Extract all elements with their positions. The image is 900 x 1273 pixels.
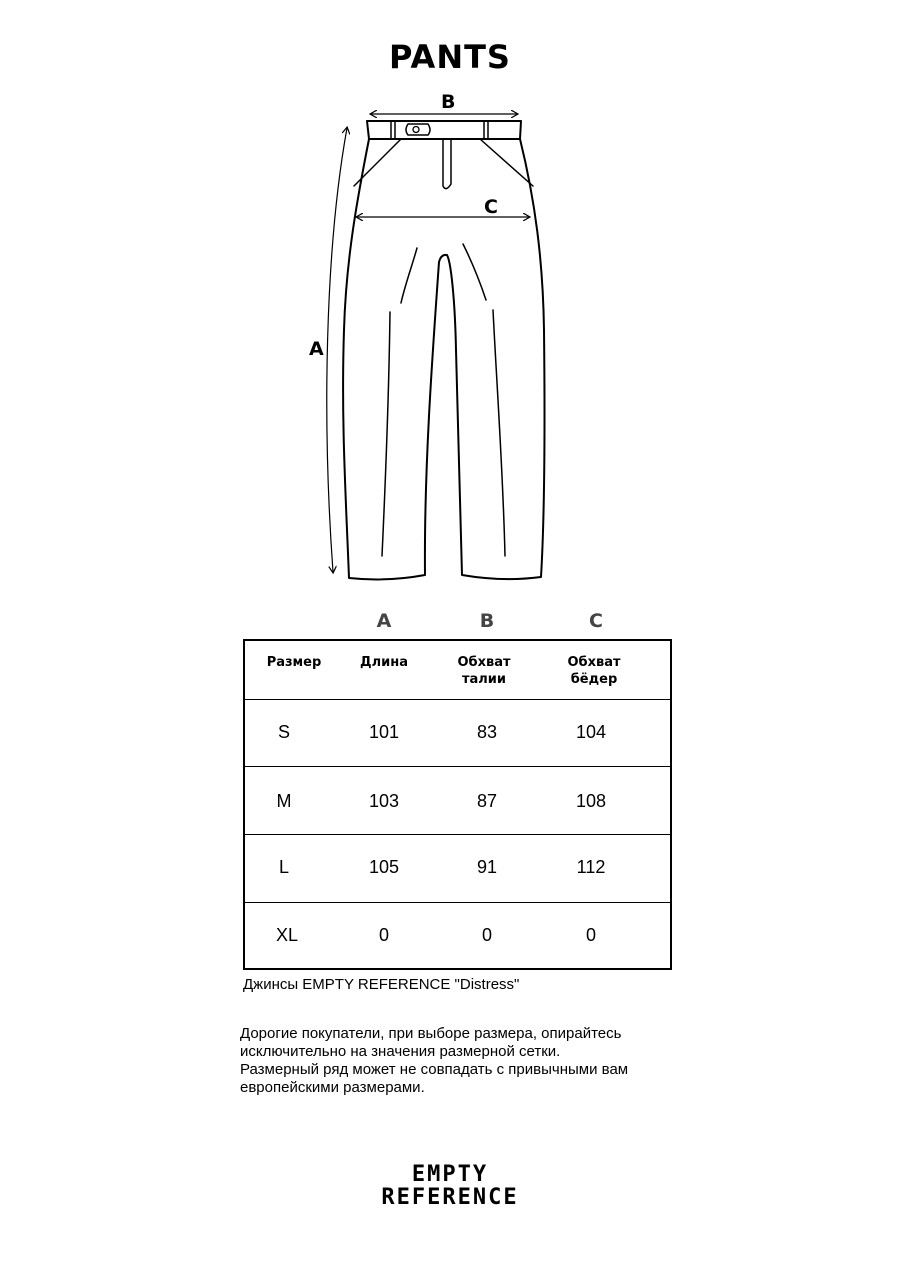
crease-left — [382, 312, 390, 556]
cell-waist: 0 — [481, 925, 492, 945]
brand-line2: REFERENCE — [381, 1185, 519, 1210]
fly — [443, 139, 451, 189]
pocket-left — [354, 139, 401, 186]
notice-line: Дорогие покупатели, при выборе размера, опирайтесь — [240, 1025, 622, 1042]
cell-size: XL — [275, 925, 299, 945]
cell-length: 103 — [368, 791, 400, 811]
waist-button — [413, 127, 419, 133]
dart-right — [463, 244, 486, 300]
cell-length: 105 — [368, 857, 400, 877]
cell-hips: 108 — [575, 791, 607, 811]
cell-waist: 83 — [476, 722, 498, 742]
table-row — [245, 835, 670, 903]
table-row — [245, 700, 670, 767]
notice-line: Размерный ряд может не совпадать с привычными вам — [240, 1061, 629, 1078]
belt-loop-left — [391, 121, 395, 139]
header-waist-line1: Обхват — [457, 655, 511, 670]
size-table — [243, 639, 672, 970]
table-row — [245, 903, 670, 968]
notice-line: исключительно на значения размерной сетки. — [240, 1043, 561, 1060]
dimension-label-b: B — [441, 91, 456, 113]
cell-length: 0 — [378, 925, 389, 945]
header-waist-line2: талии — [461, 672, 507, 687]
size-notice — [240, 1025, 628, 1097]
cell-hips: 112 — [576, 857, 606, 877]
crease-right — [493, 310, 505, 556]
pants-outline — [343, 139, 544, 579]
pants-sketch — [0, 0, 900, 600]
header-hips-line2: бёдер — [570, 672, 618, 687]
brand-logo — [0, 1163, 900, 1209]
column-letter-c: C — [589, 610, 603, 632]
header-waist — [443, 654, 525, 688]
cell-hips: 104 — [575, 722, 607, 742]
dimension-label-c: C — [484, 196, 498, 218]
column-letter-a: A — [376, 610, 392, 632]
waistband — [367, 121, 521, 139]
dimension-label-a: A — [309, 338, 324, 360]
header-length: Длина — [360, 655, 408, 670]
product-caption: Джинсы EMPTY REFERENCE "Distress" — [243, 976, 520, 993]
dart-left — [401, 248, 417, 303]
table-row — [245, 767, 670, 835]
notice-line: европейскими размерами. — [240, 1079, 425, 1096]
header-size: Размер — [266, 655, 322, 670]
page-title: PANTS — [389, 38, 511, 76]
brand-line1: EMPTY — [411, 1162, 489, 1187]
cell-size: L — [278, 857, 289, 877]
header-hips — [552, 654, 636, 688]
cell-size: M — [276, 791, 292, 811]
column-letter-b: B — [479, 610, 495, 632]
cell-hips: 0 — [585, 925, 596, 945]
cell-waist: 91 — [476, 857, 498, 877]
header-hips-line1: Обхват — [567, 655, 621, 670]
button-tab — [406, 124, 430, 135]
table-header-row — [245, 641, 670, 700]
cell-length: 101 — [368, 722, 400, 742]
cell-size: S — [277, 722, 290, 742]
belt-loop-right — [484, 121, 488, 139]
cell-waist: 87 — [476, 791, 498, 811]
